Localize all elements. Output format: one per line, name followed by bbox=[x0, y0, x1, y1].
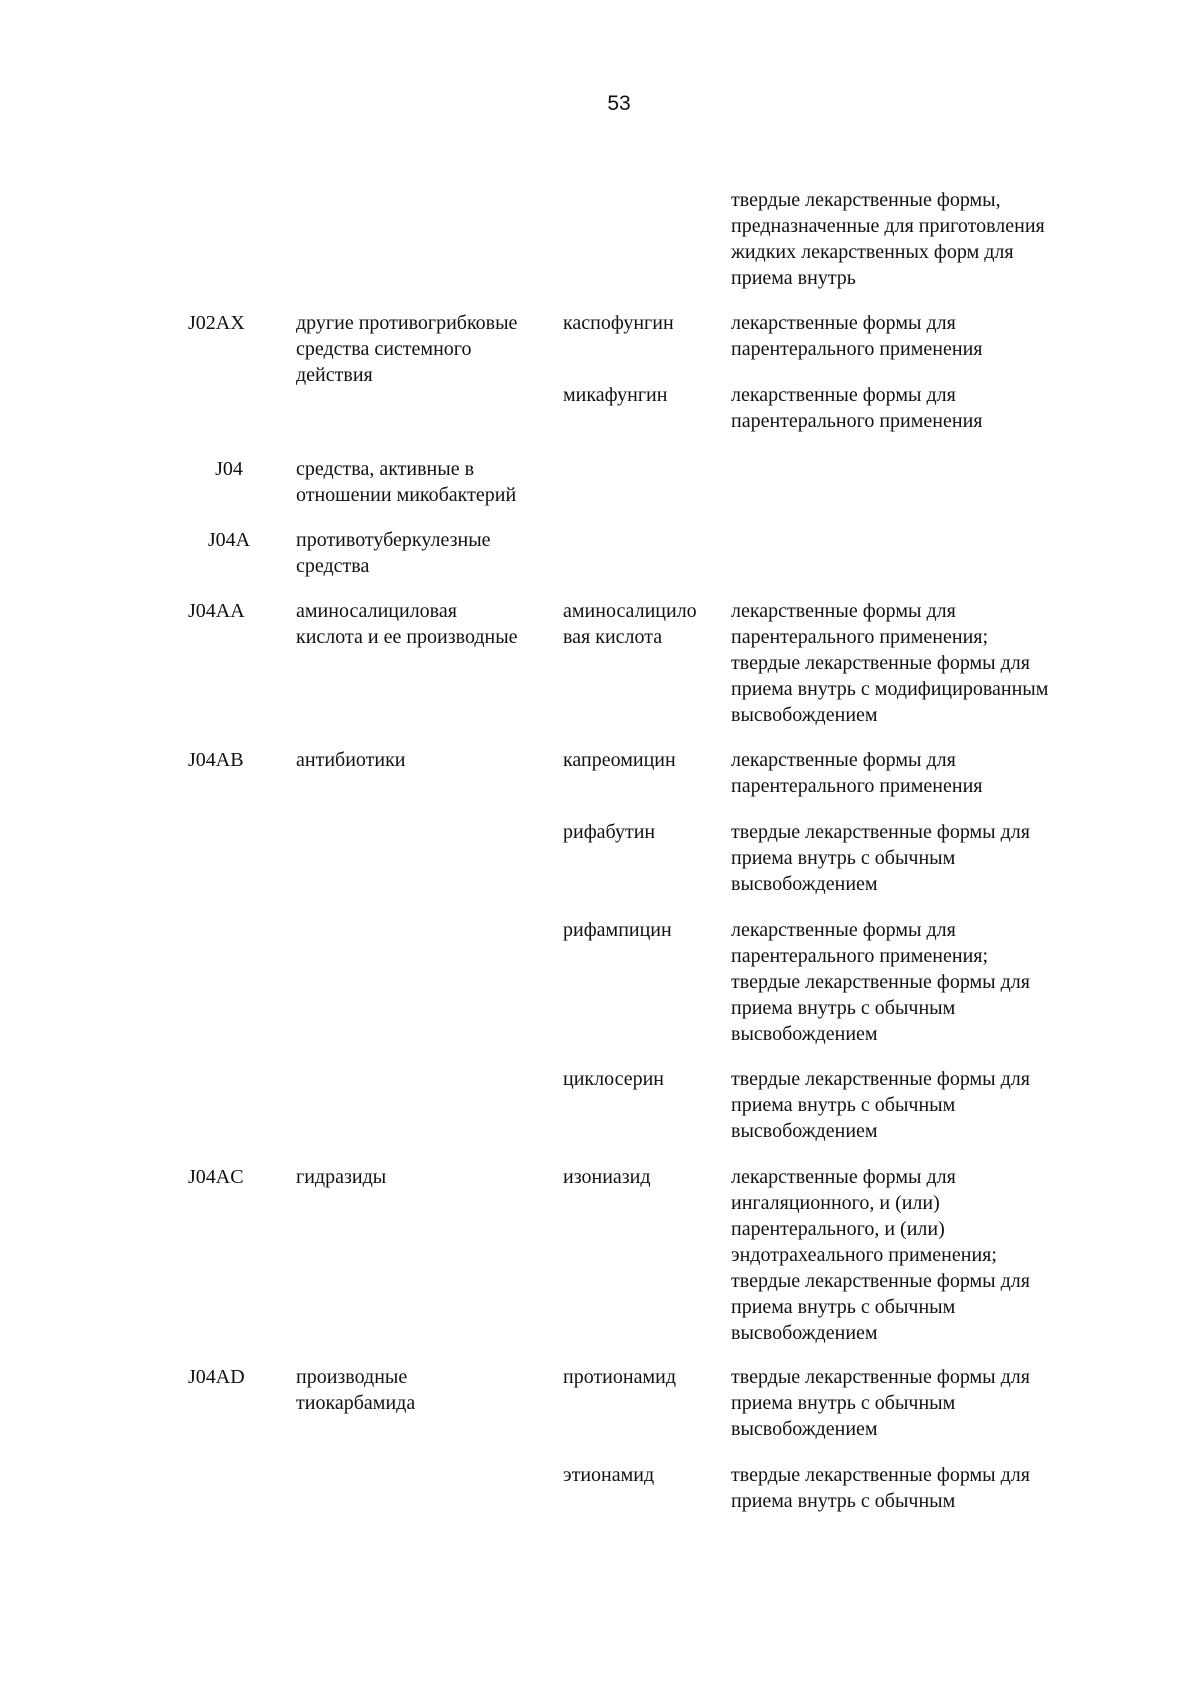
atc-code: J04AA bbox=[188, 600, 245, 622]
atc-code: J04AC bbox=[188, 1166, 244, 1188]
group-name: гидразиды bbox=[296, 1166, 387, 1188]
dosage-form: твердые лекарственные формы для приема внутрь с обычным высвобождением bbox=[731, 1366, 1030, 1440]
dosage-form: лекарственные формы для парентерального применения; твердые лекарственные формы для приема внутрь с обычным высвобождением bbox=[731, 919, 1030, 1045]
group-name: производные тиокарбамида bbox=[296, 1366, 416, 1414]
dosage-form: лекарственные формы для парентерального применения bbox=[731, 312, 983, 360]
dosage-form: лекарственные формы для парентерального применения bbox=[731, 749, 983, 797]
drug-name: этионамид bbox=[563, 1464, 655, 1486]
drug-name: капреомицин bbox=[563, 749, 676, 771]
atc-code: J04AD bbox=[188, 1366, 245, 1388]
group-name: средства, активные в отношении микобактерий bbox=[296, 458, 517, 506]
drug-name: изониазид bbox=[563, 1166, 651, 1188]
group-name: другие противогрибковые средства системного действия bbox=[296, 312, 518, 386]
group-name: противотуберкулезные средства bbox=[296, 529, 491, 577]
group-name: аминосалициловая кислота и ее производные bbox=[296, 600, 518, 648]
dosage-form: твердые лекарственные формы, предназначенные для приготовления жидких лекарственных форм для приема внутрь bbox=[731, 189, 1045, 289]
atc-code: J04 bbox=[215, 458, 243, 480]
dosage-form: лекарственные формы для парентерального применения; твердые лекарственные формы для приема внутрь с модифицированным высвобождением bbox=[731, 600, 1049, 726]
drug-name: протионамид bbox=[563, 1366, 676, 1388]
drug-name: рифампицин bbox=[563, 919, 672, 941]
drug-name: рифабутин bbox=[563, 821, 656, 843]
page-number: 53 bbox=[607, 92, 631, 115]
dosage-form: лекарственные формы для ингаляционного, и (или) парентерального, и (или) эндотрахеального применения; твердые лекарственные формы для приема внутрь с обычным высвобождением bbox=[731, 1166, 1030, 1344]
dosage-form: лекарственные формы для парентерального применения bbox=[731, 384, 983, 432]
dosage-form: твердые лекарственные формы для приема внутрь с обычным bbox=[731, 1464, 1030, 1512]
drug-name: каспофунгин bbox=[563, 312, 674, 334]
drug-name: циклосерин bbox=[563, 1068, 665, 1090]
atc-code: J02AX bbox=[188, 312, 245, 334]
atc-code: J04A bbox=[207, 529, 251, 551]
drug-name: микафунгин bbox=[563, 384, 668, 406]
group-name: антибиотики bbox=[296, 749, 406, 771]
dosage-form: твердые лекарственные формы для приема внутрь с обычным высвобождением bbox=[731, 821, 1030, 895]
drug-name: аминосалицило вая кислота bbox=[563, 600, 697, 648]
dosage-form: твердые лекарственные формы для приема внутрь с обычным высвобождением bbox=[731, 1068, 1030, 1142]
atc-code: J04AB bbox=[188, 749, 244, 771]
